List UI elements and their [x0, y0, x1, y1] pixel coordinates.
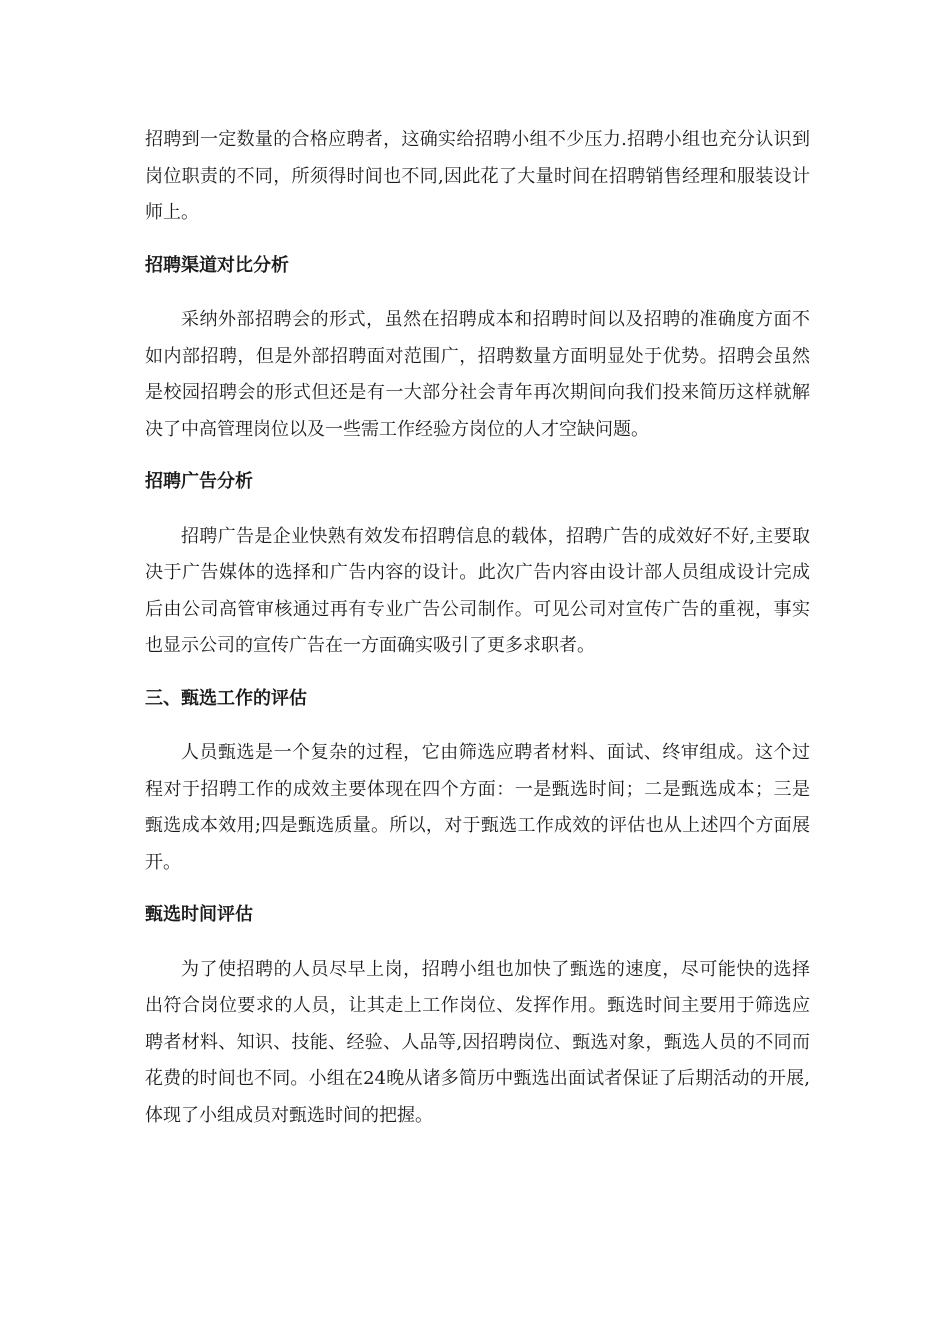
document-page — [145, 122, 810, 1134]
paragraph-continuation: 招聘到一定数量的合格应聘者，这确实给招聘小组不少压力.招聘小组也充分认识到岗位职责的不同，所须得时间也不同,因此花了大量时间在招聘销售经理和服装设计师上。 — [145, 129, 810, 223]
paragraph-recruitment-ad: 招聘广告是企业快熟有效发布招聘信息的载体，招聘广告的成效好不好,主要取决于广告媒体的选择和广告内容的设计。此次广告内容由设计部人员组成设计完成后由公司高管审核通过再有专业广告公司制作。可见公司对宣传广告的重视，事实也显示公司的宣传广告在一方面确实吸引了更多求职者。 — [145, 525, 810, 656]
paragraph-recruitment-channel: 采纳外部招聘会的形式，虽然在招聘成本和招聘时间以及招聘的准确度方面不如内部招聘，但是外部招聘面对范围广，招聘数量方面明显处于优势。招聘会虽然是校园招聘会的形式但还是有一大部分社会青年再次期间向我们投来简历这样就解决了中高管理岗位以及一些需工作经验方岗位的人才空缺问题。 — [145, 309, 810, 440]
heading-selection-evaluation: 三、甄选工作的评估 — [145, 687, 307, 709]
heading-selection-time: 甄选时间评估 — [145, 904, 253, 925]
paragraph-selection-evaluation: 人员甄选是一个复杂的过程，它由筛选应聘者材料、面试、终审组成。这个过程对于招聘工作的成效主要体现在四个方面：一是甄选时间；二是甄选成本；三是甄选成本效用;四是甄选质量。所以，对于甄选工作成效的评估也从上述四个方面展开。 — [145, 742, 810, 873]
heading-recruitment-channel-analysis: 招聘渠道对比分析 — [145, 254, 289, 276]
heading-recruitment-ad-analysis: 招聘广告分析 — [145, 471, 253, 492]
paragraph-selection-time: 为了使招聘的人员尽早上岗，招聘小组也加快了甄选的速度，尽可能快的选择出符合岗位要求的人员，让其走上工作岗位、发挥作用。甄选时间主要用于筛选应聘者材料、知识、技能、经验、人品等,因招聘岗位、甄选对象，甄选人员的不同而花费的时间也不同。小组在24晚从诸多简历中甄选出面试者保证了后期活动的开展,体现了小组成员对甄选时间的把握。 — [145, 958, 810, 1126]
